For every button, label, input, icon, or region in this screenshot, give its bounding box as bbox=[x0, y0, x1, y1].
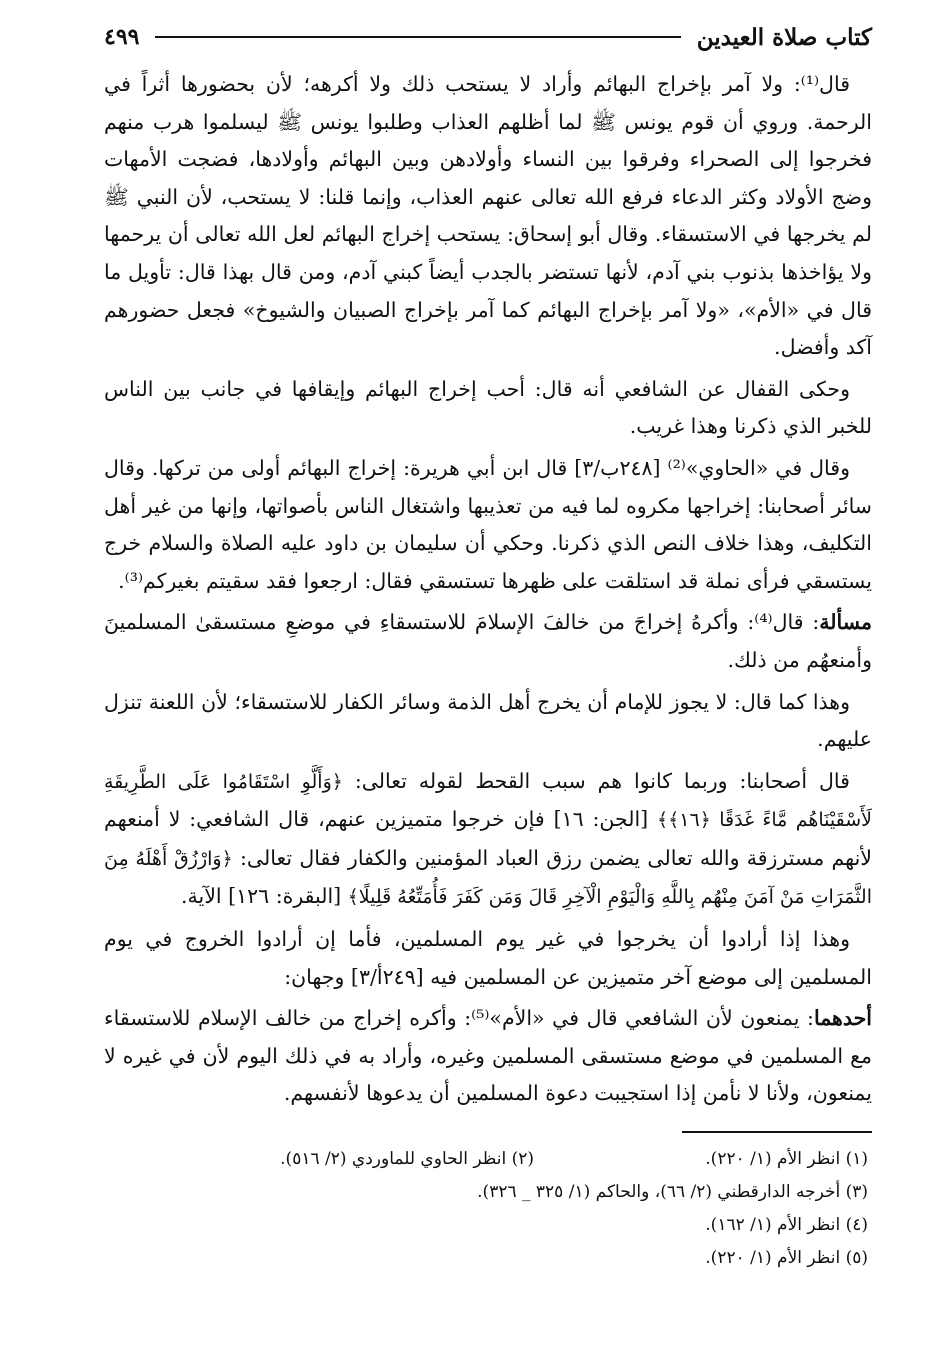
paragraph-6-part-c: [البقرة: ١٢٦] الآية. bbox=[181, 884, 348, 909]
masala-heading: مسألة bbox=[819, 610, 872, 635]
footnote-2: (٢) انظر الحاوي للماوردي (٢/ ٥١٦). bbox=[280, 1149, 534, 1170]
paragraph-1: قال⁽¹⁾: ولا آمر بإخراج البهائم وأراد لا يستحب ذلك ولا أكرهه؛ لأن بحضورها أثراً في الرحمة. وروي أن قوم يونس ﷺ لما أظلهم العذاب وطلبوا يونس ﷺ ليسلموا هرب منهم فخرجوا إلى الصحراء وفرقوا بين النساء وأولادهن وبين البهائم وأولادها، فضجت الأمهات وضج الأولاد وكثر الدعاء فرفع الله تعالى عنهم العذاب، وإنما قلنا: لا يستحب، لأن النبي ﷺ لم يخرجها في الاستسقاء. وقال أبو إسحاق: يستحب إخراج البهائم لعل الله تعالى أن يرحمها ولا يؤاخذها بذنوب بني آدم، لأنها تستضر بالجدب أيضاً كبني آدم، ومن قال بهذا قال: تأويل ما قال في «الأم»، «ولا آمر بإخراج البهائم كما آمر بإخراج الصبيان والشيوخ» فجعل حضورهم آكد وأفضل. bbox=[104, 72, 872, 360]
masala-paragraph bbox=[104, 604, 872, 679]
footnote-3: (٣) أخرجه الدارقطني (٢/ ٦٦)، والحاكم (١/ ٣٢٥ _ ٣٢٦). bbox=[477, 1182, 868, 1203]
footnote-row bbox=[104, 1209, 872, 1242]
chapter-title: كتاب صلاة العيدين bbox=[696, 23, 872, 51]
main-text bbox=[104, 66, 872, 1113]
header-rule bbox=[155, 36, 680, 38]
page-number: ٤٩٩ bbox=[104, 24, 140, 50]
paragraph-6-part-a: قال أصحابنا: وربما كانوا هم سبب القحط لقوله تعالى: bbox=[342, 768, 850, 793]
paragraph-3: وقال في «الحاوي»⁽²⁾ [٢٤٨ب/٣] قال ابن أبي هريرة: إخراج البهائم أولى من تركها. وقال سائر أصحابنا: إخراجها مكروه لما فيه من تعذيبها واشتغال الناس بأصواتها، وإنها من غير أهل التكليف، وهذا خلاف النص الذي ذكرنا. وحكي أن سليمان بن داود عليه الصلاة والسلام خرج يستسقي فرأى نملة قد استلقت على ظهرها تستسقي فقال: ارجعوا فقد سقيتم بغيركم⁽³⁾. bbox=[104, 455, 872, 593]
footnote-divider bbox=[682, 1131, 872, 1133]
first-opinion-paragraph bbox=[104, 1000, 872, 1113]
first-opinion-text: : يمنعون لأن الشافعي قال في «الأم»⁽⁵⁾: وأكره إخراج من خالف الإسلام للاستسقاء مع المسلمين في موضع مستسقى المسلمين وغيره، وأراد به في ذلك اليوم لأن في غيره لا يمنعون، ولأنا لا نأمن إذا استجيبت دعوة المسلمين أن يدعوها لأنفسهم. bbox=[104, 1006, 872, 1106]
first-opinion-heading: أحدهما bbox=[813, 1006, 872, 1031]
quran-verse-jinn: ﴿وَأَلَّوِ اسْتَقَامُوا عَلَى الطَّرِيقَةِ لَأَسْقَيْنَاهُم مَّاءً غَدَقًا ﴿١٦﴾﴾ bbox=[104, 770, 872, 832]
footnotes bbox=[104, 1143, 872, 1275]
paragraph-7: وهذا إذا أرادوا أن يخرجوا في غير يوم المسلمين، فأما إن أرادوا الخروج في يوم المسلمين إلى موضع آخر متميزين عن المسلمين فيه [٢٤٩أ/٣] وجهان: bbox=[104, 927, 872, 989]
footnote-row bbox=[104, 1143, 872, 1176]
paragraph-6-part-b: [الجن: ١٦] فإن خرجوا متميزين عنهم، قال الشافعي: لا أمنعهم لأنهم مسترزقة والله تعالى يضمن رزق العباد المؤمنين والكفار فقال تعالى: bbox=[104, 807, 872, 870]
footnote-1: (١) انظر الأم (١/ ٢٢٠). bbox=[705, 1149, 868, 1170]
paragraph-6 bbox=[104, 763, 872, 917]
footnote-5: (٥) انظر الأم (١/ ٢٢٠). bbox=[705, 1248, 868, 1269]
page-header bbox=[104, 14, 872, 60]
masala-text: : قال⁽⁴⁾: وأكرهُ إخراجَ من خالفَ الإسلامَ للاستسقاءِ في موضعِ مستسقىٰ المسلمينَ وأمنعهُم من ذلك. bbox=[104, 610, 872, 672]
footnote-4: (٤) انظر الأم (١/ ١٦٢). bbox=[705, 1215, 868, 1236]
paragraph-5: وهذا كما قال: لا يجوز للإمام أن يخرج أهل الذمة وسائر الكفار للاستسقاء؛ لأن اللعنة تنزل عليهم. bbox=[104, 689, 872, 752]
footnote-row bbox=[104, 1176, 872, 1209]
footnote-row bbox=[104, 1242, 872, 1275]
quran-verse-baqara: ﴿وَارْزُقْ أَهْلَهُ مِنَ الثَّمَرَاتِ مَنْ آمَنَ مِنْهُم بِاللَّهِ وَالْيَوْمِ الْآخِرِ قَالَ وَمَن كَفَرَ فَأُمَتِّعُهُ قَلِيلًا﴾ bbox=[104, 847, 872, 909]
paragraph-2: وحكى القفال عن الشافعي أنه قال: أحب إخراج البهائم وإيقافها في جانب بين الناس للخبر الذي ذكرنا وهذا غريب. bbox=[104, 376, 872, 439]
